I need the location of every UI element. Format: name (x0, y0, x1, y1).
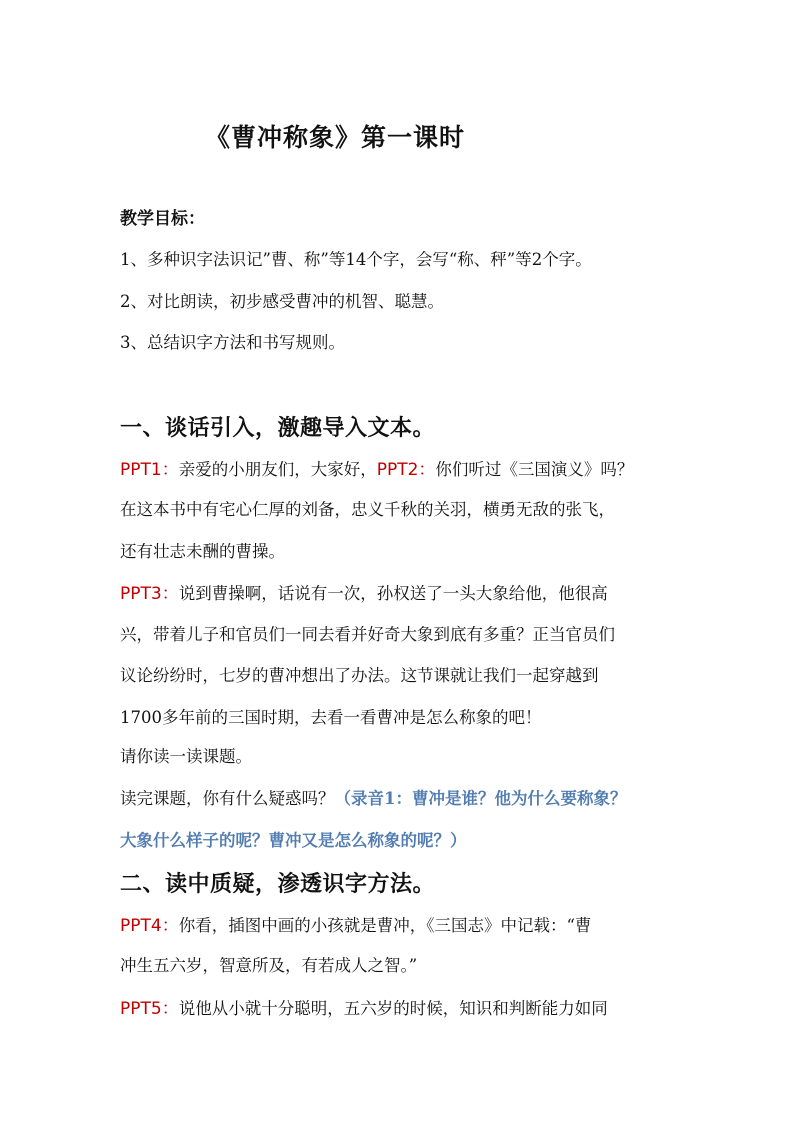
audio1-text-b: 大象什么样子的呢？曹冲又是怎么称象的呢？） (120, 831, 467, 850)
ppt1-text: 亲爱的小朋友们，大家好， (178, 460, 377, 479)
section1-paragraph-line-3: 还有壮志未酬的曹操。 (120, 542, 285, 561)
audio1-text-a: （录音1：曹冲是谁？他为什么要称象？ (334, 789, 627, 808)
section1-paragraph-line-1 (120, 455, 690, 480)
section1-paragraph-line-2: 在这本书中有宅心仁厚的刘备，忠义千秋的关羽，横勇无敌的张飞， (120, 500, 615, 519)
section2-paragraph-line-3 (120, 994, 690, 1019)
ppt5-text: 说他从小就十分聪明，五六岁的时候，知识和判断能力如同 (178, 999, 608, 1018)
ppt2-label: PPT2： (376, 460, 436, 480)
objective-item-2: 2、对比朗读，初步感受曹冲的机智、聪慧。 (120, 292, 444, 311)
objectives-heading: 教学目标： (120, 209, 205, 229)
question-text: 读完课题，你有什么疑惑吗？ (120, 789, 335, 808)
ppt1-label: PPT1： (120, 460, 179, 480)
objective-item-1: 1、多种识字法识记”曹、称”等14个字，会写“称、秤”等2个字。 (120, 250, 592, 269)
section2-paragraph-line-1 (120, 911, 690, 936)
ppt4-label: PPT4： (120, 916, 179, 936)
ppt4-text: 你看，插图中画的小孩就是曹冲，《三国志》中记载：“曹 (178, 916, 592, 935)
section2-heading: 二、读中质疑，渗透识字方法。 (120, 871, 436, 897)
section1-paragraph-line-8: 请你读一读课题。 (120, 747, 252, 766)
ppt3-label: PPT3： (120, 584, 179, 604)
objective-item-3: 3、总结识字方法和书写规则。 (120, 333, 345, 352)
section1-heading: 一、谈话引入，激趣导入文本。 (120, 415, 436, 441)
section1-paragraph-line-7: 1700多年前的三国时期，去看一看曹冲是怎么称象的吧！ (120, 708, 542, 727)
section1-paragraph-line-6: 议论纷纷时，七岁的曹冲想出了办法。这节课就让我们一起穿越到 (120, 666, 599, 685)
ppt3-text: 说到曹操啊，话说有一次，孙权送了一头大象给他，他很高 (178, 584, 608, 603)
section1-paragraph-line-5: 兴，带着儿子和官员们一同去看并好奇大象到底有多重？正当官员们 (120, 625, 615, 644)
section1-paragraph-line-9 (120, 785, 690, 809)
ppt5-label: PPT5： (120, 999, 179, 1019)
document-title: 《曹冲称象》第一课时 (205, 123, 466, 152)
section2-paragraph-line-2: 冲生五六岁，智意所及，有若成人之智。” (120, 956, 418, 975)
section1-paragraph-line-4 (120, 579, 690, 604)
ppt2-text: 你们听过《三国演义》吗？ (435, 460, 634, 479)
